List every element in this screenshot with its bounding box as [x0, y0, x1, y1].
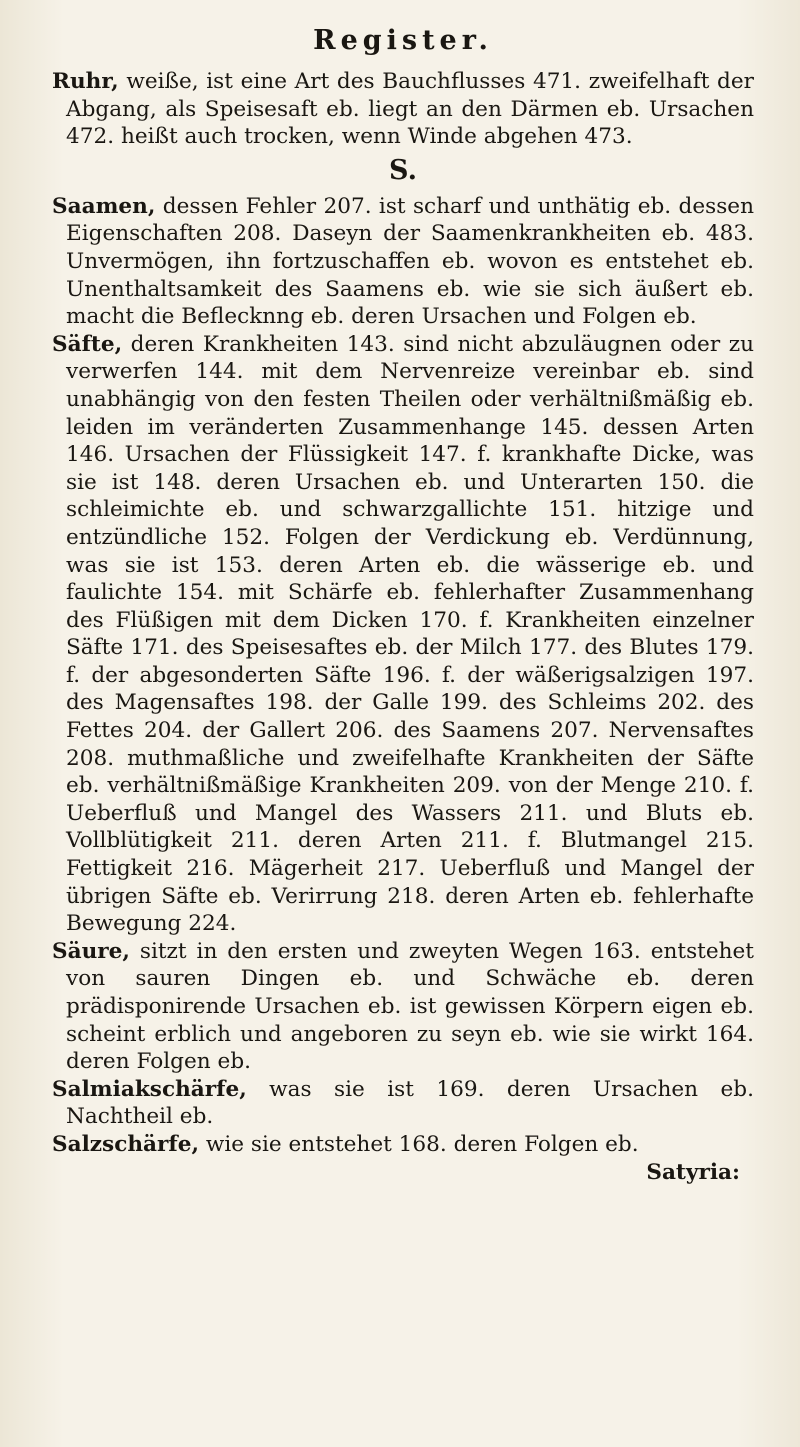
running-head: Register.	[313, 25, 493, 56]
register-entry	[52, 1131, 754, 1159]
register-entry	[52, 331, 754, 938]
register-entry	[52, 1076, 754, 1131]
entry-text: sitzt in den ersten und zweyten Wegen 163. entstehet von sauren Dingen eb. und Schwäche eb. deren prädisponirende Ursachen eb. ist gewissen Körpern eigen eb. scheint erblich und angeboren zu seyn eb. wie sie wirkt 164. deren Folgen eb.	[66, 938, 754, 1075]
entry-lemma: Ruhr,	[52, 69, 119, 94]
entry-text: wie sie entstehet 168. deren Folgen eb.	[205, 1131, 639, 1157]
entry-text: deren Krankheiten 143. sind nicht abzuläugnen oder zu verwerfen 144. mit dem Nervenreize vereinbar eb. sind unabhängig von den festen Theilen oder verhältnißmäßig eb. leiden im veränderten Zusammenhange 145. dessen Arten 146. Ursachen der Flüssigkeit 147. f. krankhafte Dicke, was sie ist 148. deren Ursachen eb. und Unterarten 150. die schleimichte eb. und schwarzgallichte 151. hitzige und entzündliche 152. Folgen der Verdickung eb. Verdünnung, was sie ist 153. deren Arten eb. die wässerige eb. und faulichte 154. mit Schärfe eb. fehlerhafter Zusammenhang des Flüßigen mit dem Dicken 170. f. Krankheiten einzelner Säfte 171. des Speisesaftes eb. der Milch 177. des Blutes 179. f. der abgesonderten Säfte 196. f. der wäßerigsalzigen 197. des Magensaftes 198. der Galle 199. des Schleims 202. des Fettes 204. der Gallert 206. des Saamens 207. Nervensaftes 208. muthmaßliche und zweifelhafte Krankheiten der Säfte eb. verhältnißmäßige Krankheiten 209. von der Menge 210. f. Ueberfluß und Mangel des Wassers 211. und Bluts eb. Vollblütigkeit 211. deren Arten 211. f. Blutmangel 215. Fettigkeit 216. Mägerheit 217. Ueberfluß und Mangel der übrigen Säfte eb. Verirrung 218. deren Arten eb. fehlerhafte Bewegung 224.	[66, 331, 754, 937]
entry-lemma: Säfte,	[52, 331, 123, 357]
entry-lemma: Saamen,	[52, 193, 156, 219]
register-entry	[52, 938, 754, 1076]
entry-lemma: Salmiakschärfe,	[52, 1076, 247, 1102]
register-entry	[52, 193, 754, 331]
register-entry	[52, 68, 754, 151]
entry-text: weiße, ist eine Art des Bauchflusses 471. zweifelhaft der Abgang, als Speisesaft eb. liegt an den Därmen eb. Ursachen 472. heißt auch trocken, wenn Winde abgehen 473.	[66, 69, 754, 150]
section-letter: S.	[389, 154, 417, 186]
catchword: Satyria:	[646, 1159, 740, 1185]
entry-lemma: Säure,	[52, 938, 130, 964]
entry-lemma: Salzschärfe,	[52, 1131, 199, 1157]
entry-text: dessen Fehler 207. ist scharf und unthätig eb. dessen Eigenschaften 208. Daseyn der Saamenkrankheiten eb. 483. Unvermögen, ihn fortzuschaffen eb. wovon es entstehet eb. Unenthaltsamkeit des Saamens eb. wie sie sich äußert eb. macht die Beflecknng eb. deren Ursachen und Folgen eb.	[66, 193, 754, 330]
entry-text: was sie ist 169. deren Ursachen eb. Nachtheil eb.	[66, 1076, 754, 1130]
